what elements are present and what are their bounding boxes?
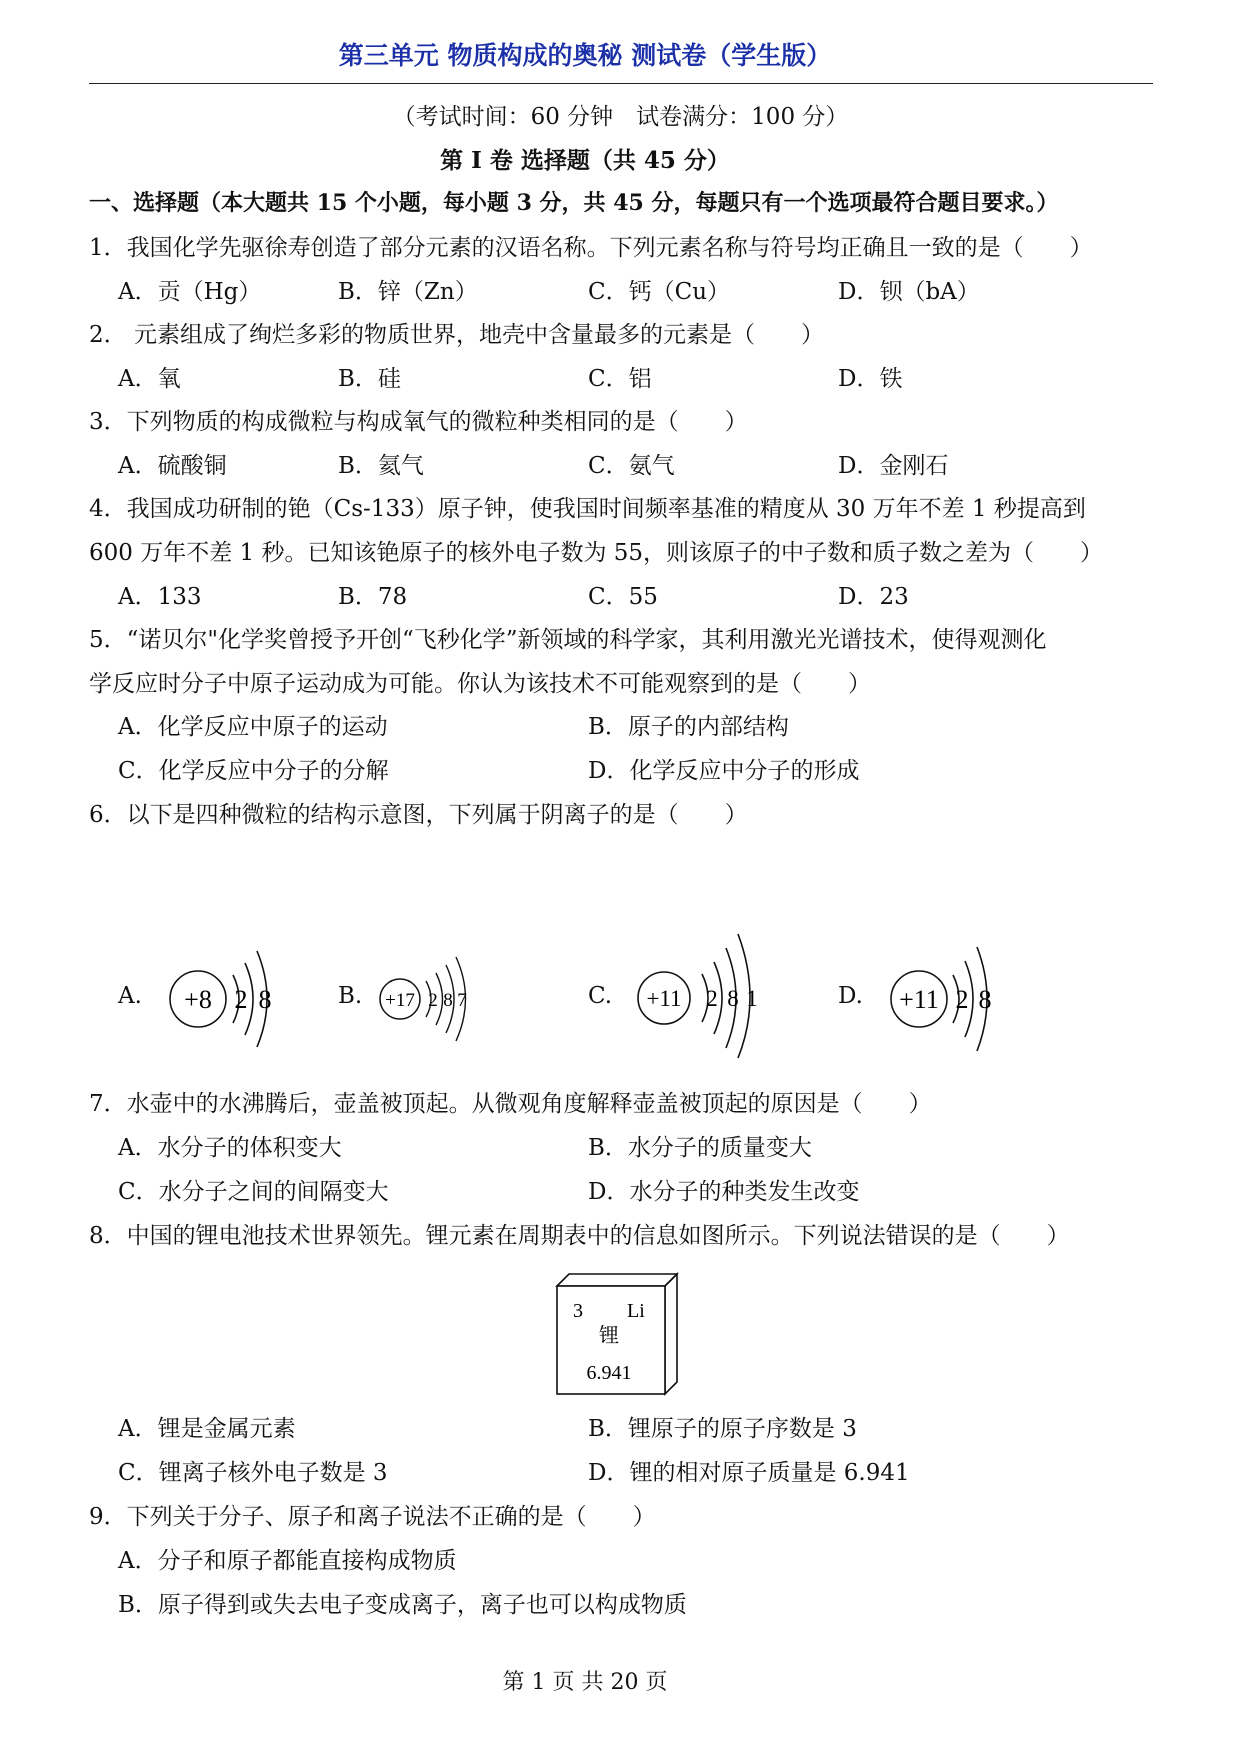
q7-option-b: B．水分子的质量变大 <box>588 1135 812 1161</box>
periodic-table-cell <box>555 1272 680 1397</box>
header-divider <box>89 83 1153 84</box>
q9-option-a: A．分子和原子都能直接构成物质 <box>118 1548 457 1574</box>
q6-option-d-label: D. <box>838 983 863 1009</box>
shell-2-electrons-c: 8 <box>727 986 739 1011</box>
question-8-stem: 8．中国的锂电池技术世界领先。锂元素在周期表中的信息如图所示。下列说法错误的是（ ） <box>89 1223 1070 1249</box>
q1-option-c: C．钙（Cu） <box>588 279 731 305</box>
q3-option-d: D．金刚石 <box>838 453 949 479</box>
atomic-mass: 6.941 <box>586 1362 632 1384</box>
atom-diagram-d <box>885 935 1005 1060</box>
nucleus-charge-c: +11 <box>646 986 682 1011</box>
q7-option-a: A．水分子的体积变大 <box>118 1135 342 1161</box>
q8-option-a: A．锂是金属元素 <box>118 1416 296 1442</box>
q9-option-b: B．原子得到或失去电子变成离子，离子也可以构成物质 <box>118 1592 687 1618</box>
part-heading: 一、选择题（本大题共 15 个小题，每小题 3 分，共 45 分，每题只有一个选项最符合题目要求。） <box>89 190 1059 216</box>
q1-option-d: D．钡（bA） <box>838 279 980 305</box>
atomic-number: 3 <box>573 1300 583 1322</box>
q8-option-c: C．锂离子核外电子数是 3 <box>118 1460 388 1486</box>
shell-1-electrons-a: 2 <box>234 985 248 1014</box>
shell-2-electrons-b: 8 <box>443 990 453 1011</box>
q8-option-b: B．锂原子的原子序数是 3 <box>588 1416 857 1442</box>
shell-3-electrons-b: 7 <box>457 990 467 1011</box>
q2-option-b: B．硅 <box>338 366 401 392</box>
question-2-stem: 2． 元素组成了绚烂多彩的物质世界，地壳中含量最多的元素是（ ） <box>89 322 824 348</box>
q2-option-c: C．铝 <box>588 366 652 392</box>
q5-option-a: A．化学反应中原子的运动 <box>118 714 388 740</box>
q4-option-b: B．78 <box>338 584 408 610</box>
q3-option-c: C．氨气 <box>588 453 675 479</box>
q2-option-d: D．铁 <box>838 366 903 392</box>
q6-option-a-label: A. <box>118 983 142 1009</box>
atom-diagram-a <box>165 945 285 1055</box>
element-symbol: Li <box>627 1300 645 1322</box>
nucleus-charge-a: +8 <box>184 985 212 1014</box>
q6-option-c-label: C. <box>588 983 613 1009</box>
question-9-stem: 9．下列关于分子、原子和离子说法不正确的是（ ） <box>89 1504 656 1530</box>
q8-option-d: D．锂的相对原子质量是 6.941 <box>588 1460 910 1486</box>
question-5-stem-line-1: 5．“诺贝尔"化学奖曾授予开创“飞秒化学”新领域的科学家，其利用激光光谱技术，使得观测化 <box>89 627 1047 653</box>
exam-info: （考试时间：60 分钟 试卷满分：100 分） <box>392 104 849 130</box>
atom-diagram-c <box>630 930 770 1060</box>
page-footer: 第 1 页 共 20 页 <box>502 1670 668 1695</box>
shell-1-electrons-d: 2 <box>955 985 969 1014</box>
q6-option-b-label: B. <box>338 983 363 1009</box>
q4-option-a: A．133 <box>118 584 202 610</box>
element-name: 锂 <box>599 1325 619 1347</box>
q2-option-a: A．氧 <box>118 366 181 392</box>
exam-title: 第三单元 物质构成的奥秘 测试卷（学生版） <box>338 41 832 70</box>
q3-option-a: A．硫酸铜 <box>118 453 227 479</box>
q7-option-d: D．水分子的种类发生改变 <box>588 1179 860 1205</box>
q3-option-b: B．氦气 <box>338 453 424 479</box>
q5-option-c: C．化学反应中分子的分解 <box>118 758 389 784</box>
q1-option-b: B．锌（Zn） <box>338 279 478 305</box>
atom-diagram-b <box>376 945 491 1055</box>
nucleus-charge-b: +17 <box>385 990 415 1011</box>
shell-1-electrons-c: 2 <box>706 986 718 1011</box>
question-6-stem: 6．以下是四种微粒的结构示意图，下列属于阴离子的是（ ） <box>89 802 748 828</box>
question-4-stem-line-2: 600 万年不差 1 秒。已知该铯原子的核外电子数为 55，则该原子的中子数和质子数之差为（ ） <box>89 540 1104 566</box>
shell-1-electrons-b: 2 <box>428 990 438 1011</box>
q4-option-d: D．23 <box>838 584 909 610</box>
question-3-stem: 3．下列物质的构成微粒与构成氧气的微粒种类相同的是（ ） <box>89 409 748 435</box>
section-title: 第 I 卷 选择题（共 45 分） <box>440 147 730 174</box>
question-7-stem: 7．水壶中的水沸腾后，壶盖被顶起。从微观角度解释壶盖被顶起的原因是（ ） <box>89 1091 932 1117</box>
q5-option-b: B．原子的内部结构 <box>588 714 789 740</box>
shell-2-electrons-a: 8 <box>258 985 272 1014</box>
question-4-stem-line-1: 4．我国成功研制的铯（Cs-133）原子钟，使我国时间频率基准的精度从 30 万年不差 1 秒提高到 <box>89 496 1086 522</box>
question-1-stem: 1．我国化学先驱徐寿创造了部分元素的汉语名称。下列元素名称与符号均正确且一致的是（ ） <box>89 235 1093 261</box>
nucleus-charge-d: +11 <box>899 985 939 1014</box>
q7-option-c: C．水分子之间的间隔变大 <box>118 1179 389 1205</box>
shell-2-electrons-d: 8 <box>978 985 992 1014</box>
q5-option-d: D．化学反应中分子的形成 <box>588 758 860 784</box>
question-5-stem-line-2: 学反应时分子中原子运动成为可能。你认为该技术不可能观察到的是（ ） <box>89 671 871 697</box>
q4-option-c: C．55 <box>588 584 658 610</box>
q1-option-a: A．贡（Hg） <box>118 279 262 305</box>
shell-3-electrons-c: 1 <box>746 986 758 1011</box>
